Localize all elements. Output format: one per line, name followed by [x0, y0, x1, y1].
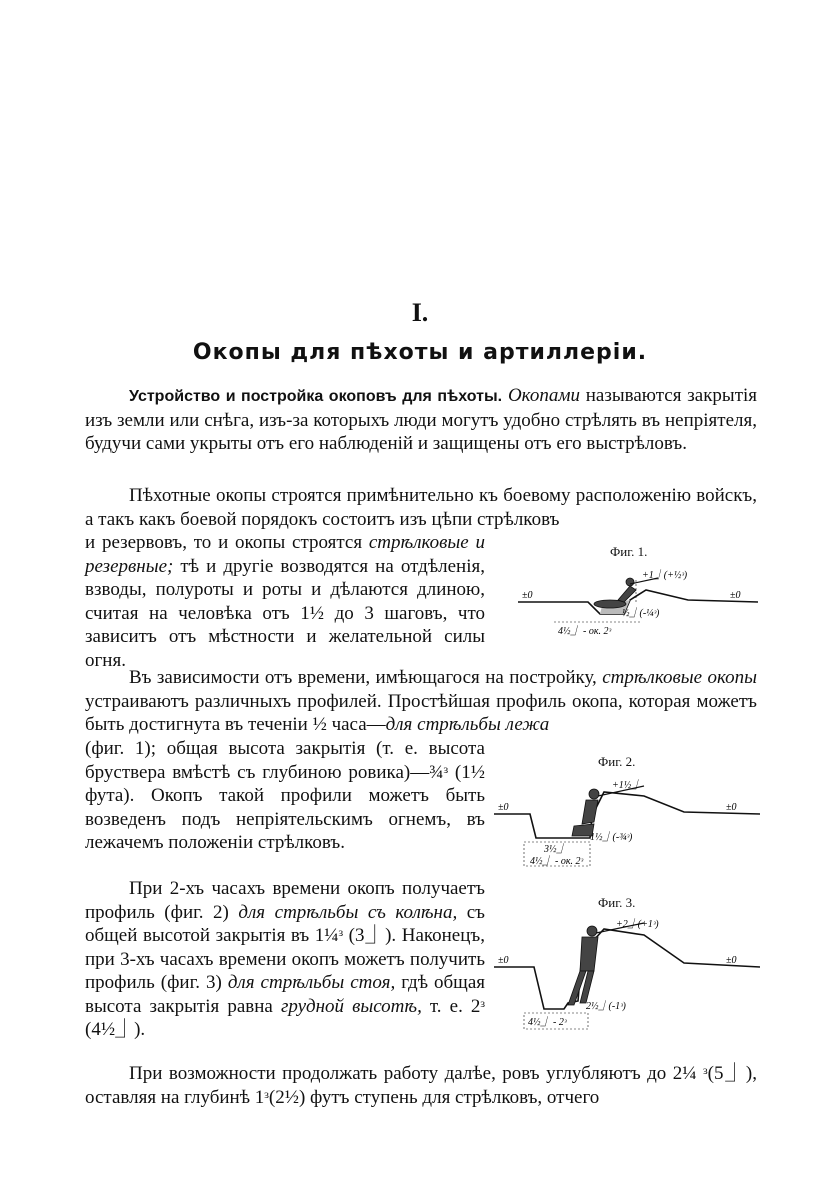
figure-3-label: Фиг. 3. [598, 895, 636, 910]
chapter-title: Окопы для пѣхоты и артиллеріи. [192, 340, 648, 365]
term-okopami: Окопами [507, 385, 580, 406]
figure-2-width-dim: 4½⏌ - ок. 2ᶟ [530, 856, 583, 867]
figure-2-zero-left: ±0 [498, 802, 509, 813]
figure-1-label: Фиг. 1. [610, 544, 648, 559]
figure-2-top-dim: +1½⏌ [612, 780, 642, 791]
figure-2-depth-dim: 1½⏌(-¾ᶟ) [590, 832, 633, 843]
figure-2-zero-right: ±0 [726, 802, 737, 813]
figure-3-top-dim: +2⏌(+1ᶟ) [616, 919, 659, 930]
paragraph-5: При возможности продолжать работу далѣе, ровъ углубляютъ до 2¼ ᶟ(5⏌), оставляя на глубинѣ 1ᶟ(2½) футъ ступень для стрѣлковъ, отчего [85, 1063, 757, 1108]
figure-2-label: Фиг. 2. [598, 754, 636, 769]
paragraph-2: и резервовъ, то и окопы строятся стрѣлковые и резервные; тѣ и другіе возводятся на отдѣленія, взводы, полуроты и роты и дѣлаются длиною, считая на человѣка отъ 1½ до 3 шаговъ, что зависитъ отъ мѣстности и желательной силы огня. [85, 532, 485, 671]
figure-2 [494, 752, 760, 872]
figure-1-top-dim: +1⏌(+½ᶟ) [642, 570, 688, 581]
paragraph-4: При 2-хъ часахъ времени окопъ получаетъ профиль (фиг. 2) для стрѣльбы съ колѣна, съ общей высотой закрытія въ 1¼ᶟ (3⏌). Наконецъ, при 3-хъ часахъ времени окопъ можетъ получить профиль (фиг. 3) для стрѣльбы стоя, гдѣ общая высота закрытія равна грудной высотѣ, т. е. 2ᶟ (4½⏌). [85, 878, 486, 1040]
figure-3-diagram [494, 893, 760, 1043]
figure-2-inner-dim: 3½⏌ [544, 844, 567, 855]
figure-1-zero-right: ±0 [730, 590, 741, 601]
section-heading: Устройство и постройка окоповъ для пѣхоты. [129, 388, 503, 405]
figure-3-depth-dim: 2½⏌(-1ᶟ) [586, 1001, 626, 1012]
figure-3-width-dim: 4½⏌ - 2ᶟ [528, 1017, 567, 1028]
figure-3-zero-left: ±0 [498, 955, 509, 966]
figure-1 [518, 540, 758, 640]
paragraph-1 [85, 384, 757, 456]
paragraph-3: Въ зависимости отъ времени, имѣющагося на постройку, стрѣлковые окопы устраиваютъ различныхъ профилей. Простѣйшая профиль окопа, которая можетъ быть достигнута въ теченіи ½ часа—для стрѣльбы лежа [85, 667, 758, 735]
figure-1-depth-dim: ½⏌(-¼ᶟ) [622, 608, 660, 619]
figure-1-zero-left: ±0 [522, 590, 533, 601]
figure-1-soldier-icon [594, 578, 658, 608]
paragraph-1-text: называются закрытія изъ земли или снѣга, изъ-за которыхъ люди могутъ удобно стрѣлять въ непріятеля, будучи сами укрыты отъ его наблюденій и защищены отъ его выстрѣловъ. [85, 385, 758, 454]
figure-3-profile-line [494, 929, 760, 1009]
figure-2-diagram [494, 752, 760, 872]
paragraph-3-cont: (фиг. 1); общая высота закрытія (т. е. высота бруствера вмѣстѣ съ глубиною ровика)—¾ᶟ (1½ фута). Окопъ такой профили можетъ быть возведенъ подъ непріятельскимъ огнемъ, въ лежачемъ положеніи стрѣлковъ. [85, 738, 485, 853]
paragraph-2-line: Пѣхотные окопы строятся примѣнительно къ боевому расположенію войскъ, а такъ какъ боевой порядокъ состоитъ изъ цѣпи стрѣлковъ [85, 485, 757, 530]
figure-2-soldier-icon [572, 786, 644, 836]
figure-3 [494, 893, 760, 1043]
chapter-number: I. [411, 298, 429, 327]
figure-1-width-dim: 4½⏌ - ок. 2ᶟ [558, 626, 611, 637]
figure-3-zero-right: ±0 [726, 955, 737, 966]
